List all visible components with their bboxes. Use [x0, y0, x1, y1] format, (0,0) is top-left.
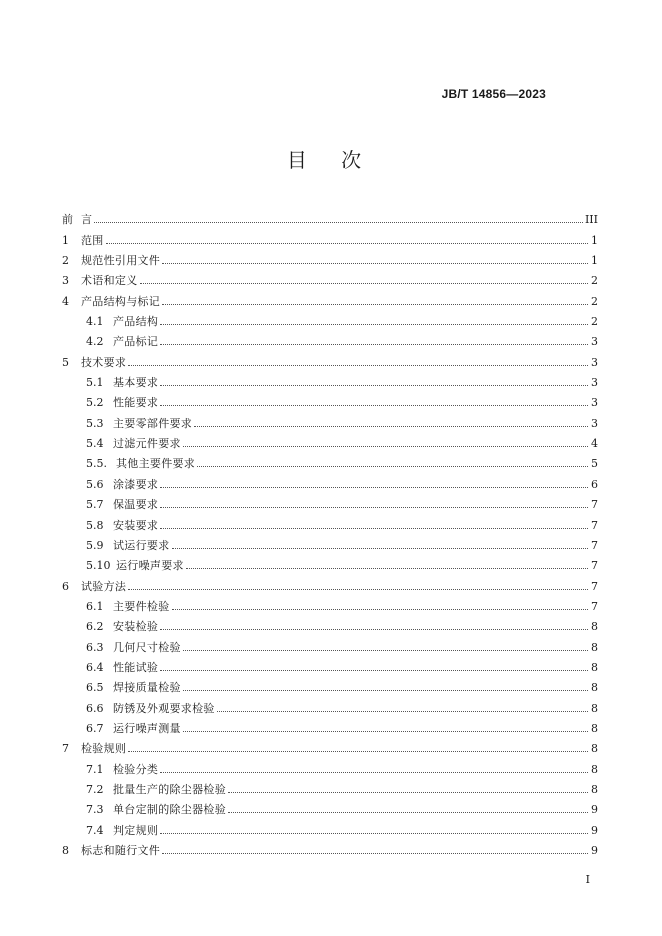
toc-entry-title: 焊接质量检验: [113, 681, 181, 695]
dot-leader: [194, 426, 588, 427]
toc-entry-title: 判定规则: [113, 823, 159, 837]
toc-entry-title: 单台定制的除尘器检验: [113, 803, 226, 817]
dot-leader: [183, 690, 588, 691]
toc-entry[interactable]: [62, 511, 598, 531]
toc-entry[interactable]: [62, 755, 598, 775]
dot-leader: [160, 324, 588, 325]
dot-leader: [172, 548, 589, 549]
toc-entry-page: 8: [591, 762, 598, 776]
toc-entry[interactable]: [62, 409, 598, 429]
toc-entry-title: 产品结构与标记: [81, 294, 161, 308]
toc-entry[interactable]: [62, 593, 598, 613]
toc-entry-page: 1: [591, 233, 598, 247]
dot-leader: [160, 385, 588, 386]
dot-leader: [94, 222, 583, 223]
toc-entry-page: 7: [591, 579, 598, 593]
toc-entry-number: 6.7: [86, 721, 104, 735]
toc-entry-page: 3: [591, 355, 598, 369]
toc-entry-page: 2: [591, 315, 598, 329]
toc-entry-page: 8: [591, 721, 598, 735]
dot-leader: [172, 609, 589, 610]
toc-entry-number: 5.5.: [86, 457, 107, 471]
toc-entry-page: 8: [591, 620, 598, 634]
toc-entry-title: 其他主要件要求: [116, 457, 196, 471]
toc-entry-title: 试运行要求: [113, 538, 170, 552]
toc-entry[interactable]: [62, 837, 598, 857]
toc-entry-title: 检验分类: [113, 762, 159, 776]
toc-entry-number: 5.6: [86, 477, 104, 491]
toc-entry-number: 6.2: [86, 620, 104, 634]
toc-entry[interactable]: [62, 206, 598, 226]
toc-entry-page: 8: [591, 742, 598, 756]
toc-entry-title: 涂漆要求: [113, 477, 159, 491]
toc-entry-number: 7.2: [86, 782, 104, 796]
dot-leader: [160, 833, 588, 834]
toc-entry[interactable]: [62, 552, 598, 572]
toc-entry-page: 7: [591, 599, 598, 613]
dot-leader: [128, 365, 588, 366]
toc-entry-number: 8: [62, 844, 69, 857]
dot-leader: [228, 812, 588, 813]
toc-entry[interactable]: [62, 226, 598, 246]
dot-leader: [128, 589, 588, 590]
toc-entry-page: III: [584, 213, 598, 227]
toc-entry[interactable]: [62, 613, 598, 633]
toc-entry-number: 3: [62, 274, 69, 288]
toc-entry-page: 4: [591, 437, 598, 451]
toc-entry[interactable]: [62, 633, 598, 653]
toc-entry-page: 3: [591, 376, 598, 390]
toc-entry-number: 5.2: [86, 396, 104, 410]
toc-entry-title: 主要件检验: [113, 599, 170, 613]
toc-entry-title: 范围: [81, 233, 104, 247]
toc-entry[interactable]: [62, 369, 598, 389]
toc-entry-number: 前: [62, 213, 73, 227]
toc-entry[interactable]: [62, 470, 598, 490]
toc-entry-page: 9: [591, 844, 598, 857]
page-title: 目 次: [286, 148, 376, 172]
toc-entry-title: 标志和随行文件: [81, 844, 161, 857]
toc-entry-title: 基本要求: [113, 376, 159, 390]
dot-leader: [160, 670, 588, 671]
dot-leader: [160, 487, 588, 488]
toc-entry[interactable]: [62, 430, 598, 450]
toc-entry-number: 6.1: [86, 599, 104, 613]
toc-entry-page: 8: [591, 660, 598, 674]
dot-leader: [160, 772, 588, 773]
toc-entry-title: 检验规则: [81, 742, 127, 756]
toc-entry-page: 7: [591, 518, 598, 532]
toc-entry-number: 5.10: [86, 559, 111, 573]
toc-entry[interactable]: [62, 267, 598, 287]
toc-entry[interactable]: [62, 796, 598, 816]
toc-entry-title: 安装要求: [113, 518, 159, 532]
dot-leader: [160, 528, 588, 529]
toc-entry-page: 7: [591, 559, 598, 573]
toc-entry-page: 3: [591, 416, 598, 430]
toc-entry[interactable]: [62, 735, 598, 755]
toc-entry-title: 术语和定义: [81, 274, 138, 288]
toc-entry-page: 3: [591, 396, 598, 410]
toc-entry-page: 7: [591, 498, 598, 512]
toc-entry-page: 8: [591, 681, 598, 695]
toc-entry[interactable]: [62, 389, 598, 409]
toc-entry[interactable]: [62, 654, 598, 674]
toc-entry[interactable]: [62, 674, 598, 694]
toc-entry-title: 规范性引用文件: [81, 254, 161, 268]
toc-entry[interactable]: [62, 308, 598, 328]
toc-entry-title: 几何尺寸检验: [113, 640, 181, 654]
toc-entry-title: 产品标记: [113, 335, 159, 349]
toc-entry-number: 5.8: [86, 518, 104, 532]
toc-entry-number: 6: [62, 579, 69, 593]
toc-entry-number: 2: [62, 254, 69, 268]
toc-entry-title: 技术要求: [81, 355, 127, 369]
toc-entry-number: 5.4: [86, 437, 104, 451]
toc-entry-number: 5.3: [86, 416, 104, 430]
dot-leader: [162, 853, 588, 854]
toc-entry-page: 3: [591, 335, 598, 349]
toc-entry-number: 7: [62, 742, 69, 756]
toc-entry-title: 运行噪声要求: [116, 559, 184, 573]
toc-entry-title: 性能要求: [113, 396, 159, 410]
toc-entry-page: 9: [591, 803, 598, 817]
toc-entry-title: 运行噪声测量: [113, 721, 181, 735]
table-of-contents: [62, 206, 598, 857]
toc-entry-number: 6.6: [86, 701, 104, 715]
toc-entry-number: 7.3: [86, 803, 104, 817]
dot-leader: [160, 629, 588, 630]
toc-entry-page: 7: [591, 538, 598, 552]
toc-entry-title: 产品结构: [113, 315, 159, 329]
toc-entry-title: 主要零部件要求: [113, 416, 193, 430]
dot-leader: [217, 711, 588, 712]
toc-entry-title: 安装检验: [113, 620, 159, 634]
toc-entry-page: 9: [591, 823, 598, 837]
toc-entry-number: 7.4: [86, 823, 104, 837]
toc-entry[interactable]: [62, 532, 598, 552]
toc-entry-number: 4.2: [86, 335, 104, 349]
dot-leader: [228, 792, 588, 793]
dot-leader: [186, 568, 588, 569]
toc-entry[interactable]: [62, 450, 598, 470]
toc-entry-page: 1: [591, 254, 598, 268]
dot-leader: [183, 446, 588, 447]
toc-entry-title: 批量生产的除尘器检验: [113, 782, 226, 796]
toc-entry[interactable]: [62, 348, 598, 368]
toc-entry-number: 6.3: [86, 640, 104, 654]
dot-leader: [128, 751, 588, 752]
toc-entry-page: 6: [591, 477, 598, 491]
toc-entry-number: 6.5: [86, 681, 104, 695]
dot-leader: [160, 344, 588, 345]
toc-entry-number: 5.9: [86, 538, 104, 552]
dot-leader: [160, 405, 588, 406]
toc-entry-page: 5: [591, 457, 598, 471]
dot-leader: [140, 283, 589, 284]
toc-entry[interactable]: [62, 776, 598, 796]
dot-leader: [162, 304, 588, 305]
toc-entry-page: 8: [591, 782, 598, 796]
page-number: I: [585, 873, 590, 886]
dot-leader: [183, 650, 588, 651]
dot-leader: [162, 263, 588, 264]
toc-entry-title: 试验方法: [81, 579, 127, 593]
toc-entry[interactable]: [62, 328, 598, 348]
toc-entry-title: 性能试验: [113, 660, 159, 674]
toc-entry-page: 8: [591, 640, 598, 654]
toc-entry-number: 5.1: [86, 376, 104, 390]
dot-leader: [160, 507, 588, 508]
toc-entry[interactable]: [62, 491, 598, 511]
dot-leader: [183, 731, 588, 732]
toc-entry[interactable]: [62, 247, 598, 267]
toc-entry-number: 5: [62, 355, 69, 369]
toc-entry-title: 言: [81, 213, 93, 227]
toc-entry-number: 7.1: [86, 762, 104, 776]
toc-entry-title: 防锈及外观要求检验: [113, 701, 215, 715]
toc-entry-number: 5.7: [86, 498, 104, 512]
toc-entry[interactable]: [62, 715, 598, 735]
toc-entry[interactable]: [62, 572, 598, 592]
toc-entry-number: 4.1: [86, 315, 104, 329]
toc-entry[interactable]: [62, 816, 598, 836]
toc-entry-page: 8: [591, 701, 598, 715]
toc-entry-number: 1: [62, 233, 69, 247]
toc-entry[interactable]: [62, 287, 598, 307]
toc-entry-number: 4: [62, 294, 69, 308]
toc-entry-page: 2: [591, 274, 598, 288]
toc-entry[interactable]: [62, 694, 598, 714]
toc-entry-page: 2: [591, 294, 598, 308]
toc-entry-title: 过滤元件要求: [113, 437, 181, 451]
standard-code: JB/T 14856—2023: [441, 87, 546, 101]
toc-entry-title: 保温要求: [113, 498, 159, 512]
dot-leader: [197, 466, 588, 467]
dot-leader: [106, 243, 588, 244]
toc-entry-number: 6.4: [86, 660, 104, 674]
